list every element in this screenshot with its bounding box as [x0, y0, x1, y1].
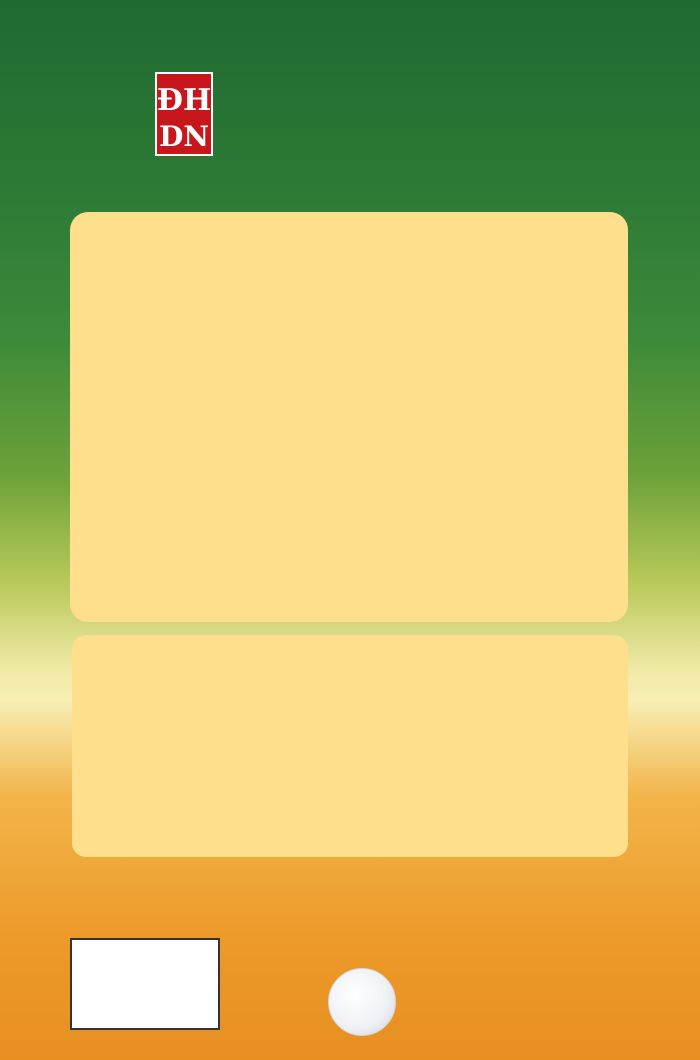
svg-text:DN: DN	[159, 120, 209, 153]
svg-text:ĐH: ĐH	[157, 83, 211, 118]
publisher-logo	[155, 72, 213, 156]
shops-panel	[72, 635, 628, 857]
shop-website-row	[94, 821, 100, 836]
reference-books-panel	[70, 212, 628, 622]
publisher-header	[155, 72, 675, 162]
hologram-sticker	[328, 968, 396, 1036]
barcode	[70, 938, 220, 1030]
barcode-bars	[72, 940, 218, 1012]
